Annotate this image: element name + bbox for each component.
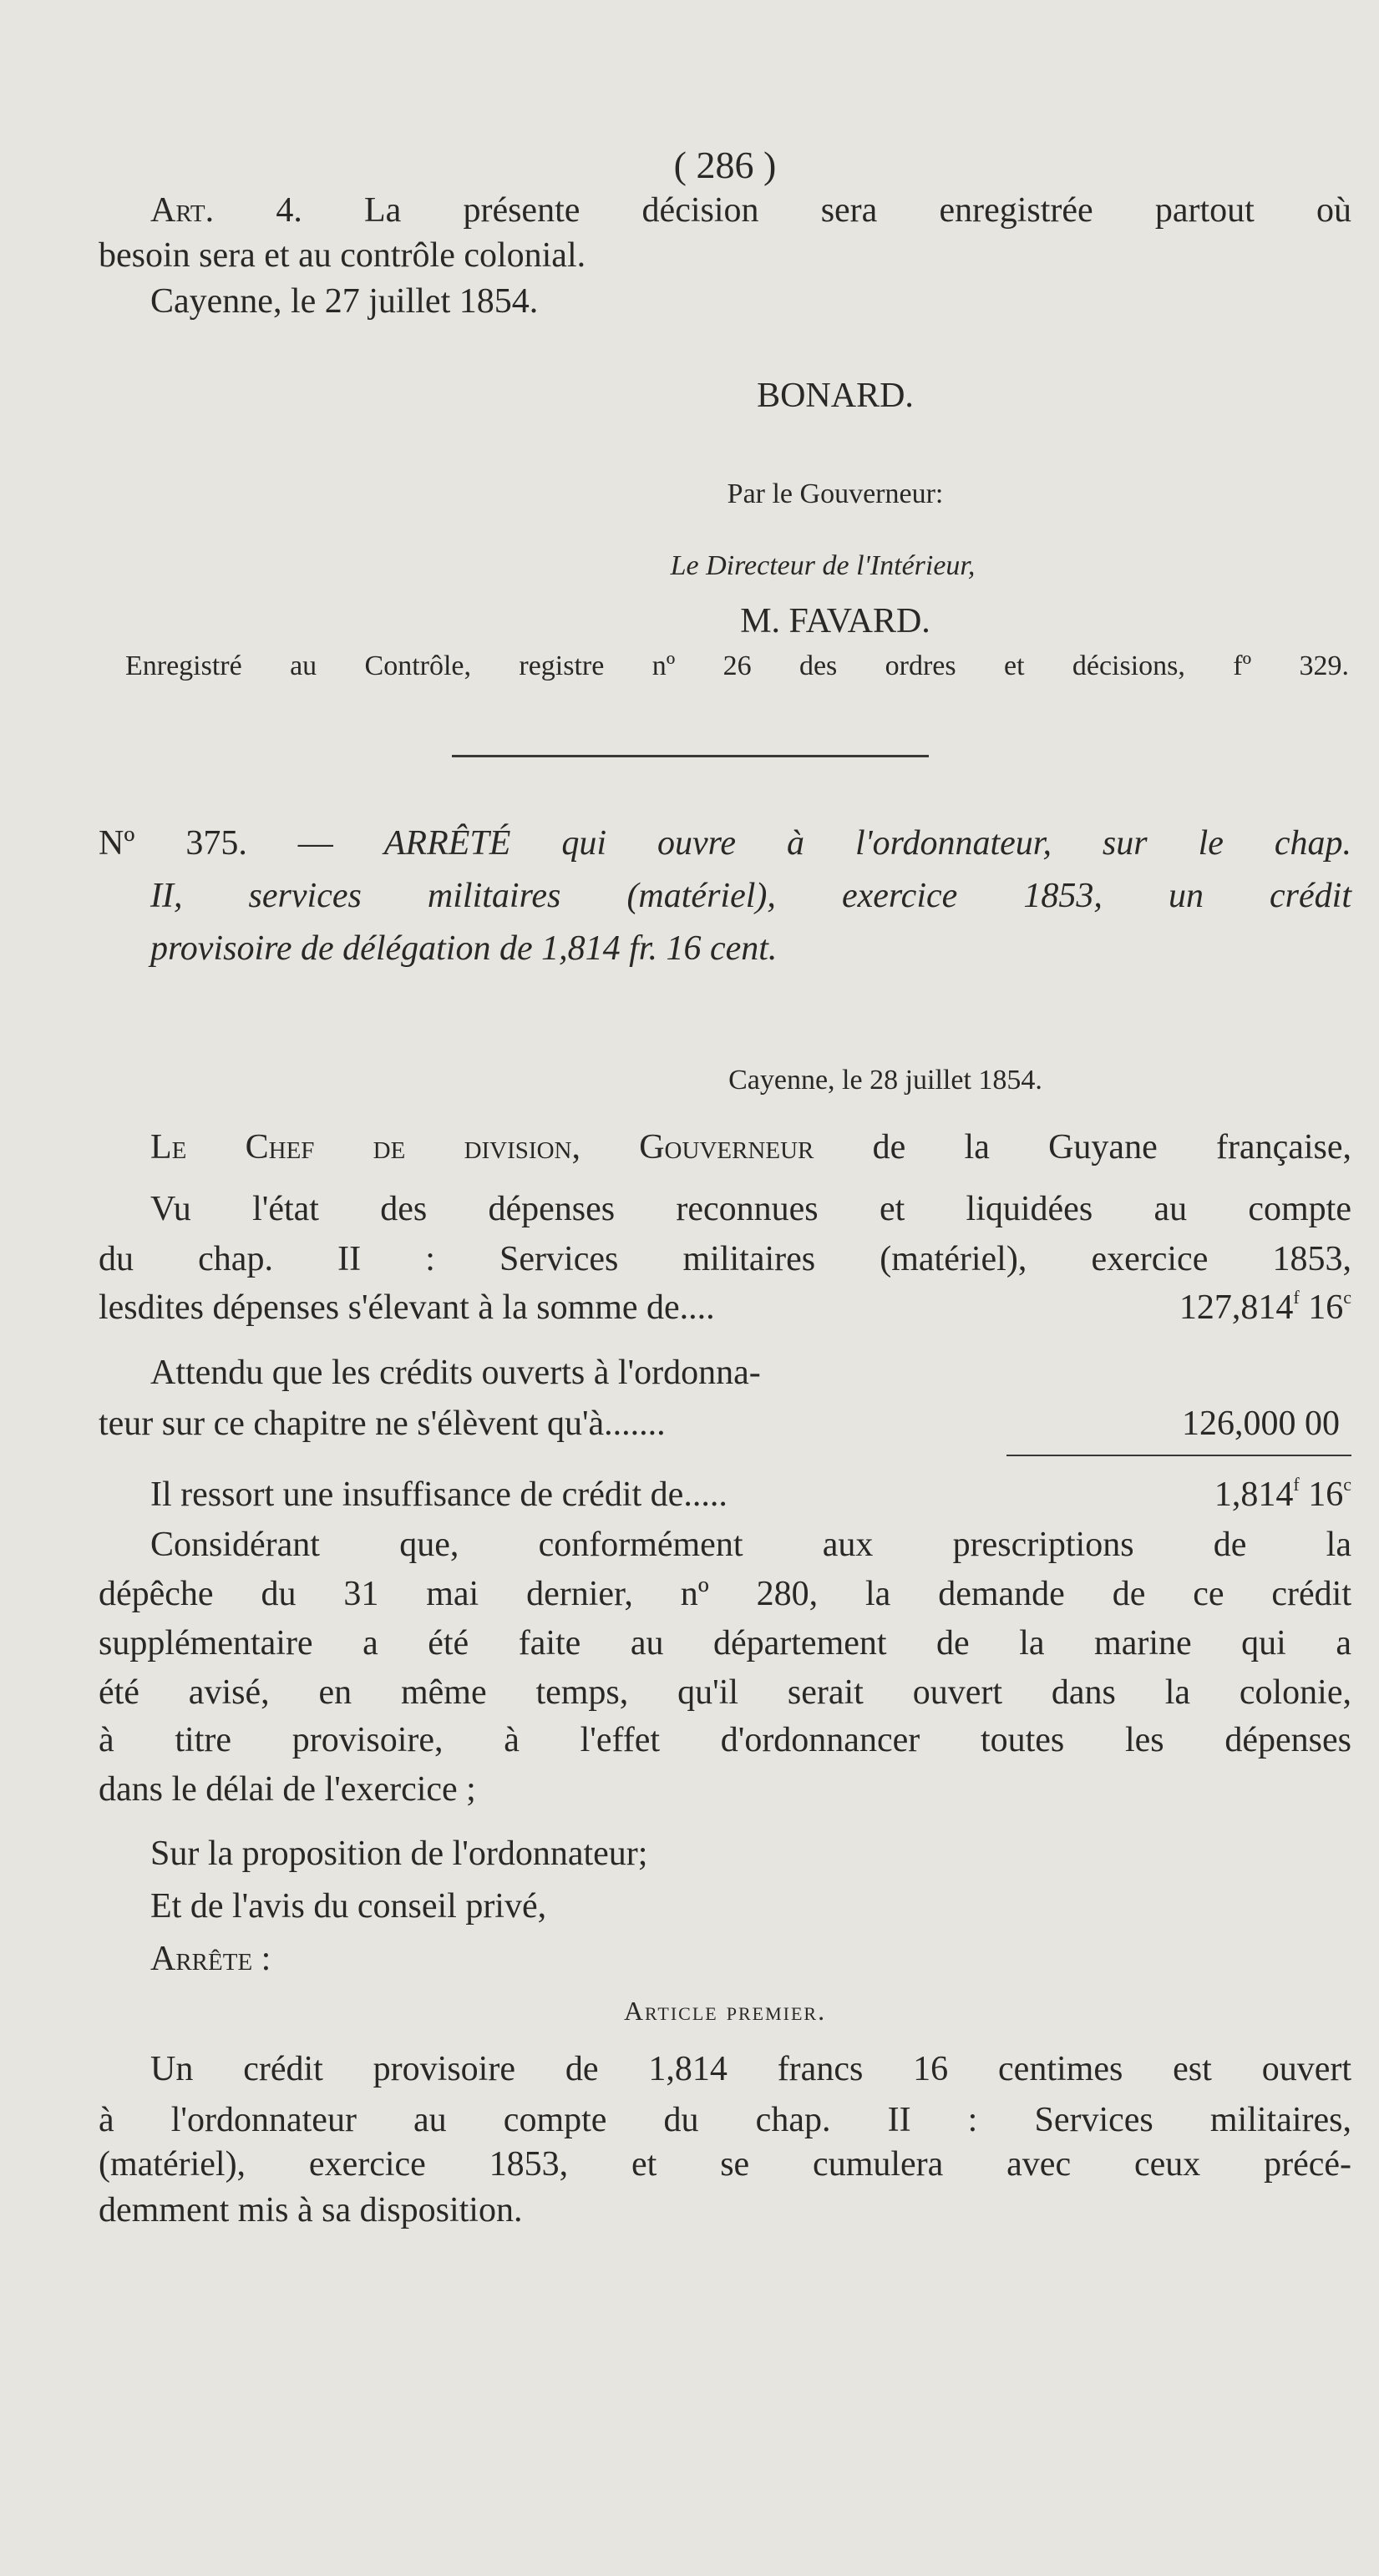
amount-cents: 16 [1308,1475,1344,1514]
vu-line-2: du chap. II : Services militaires (matériel), exercice 1853, [99,1240,1351,1278]
insufficiency-text: Il ressort une insuffisance de crédit de..... [150,1475,728,1514]
vu-line-3-text: lesdites dépenses s'élevant à la somme de.... [99,1288,715,1327]
proposition-line: Sur la proposition de l'ordonnateur; [150,1835,648,1873]
by-governor: Par le Gouverneur: [727,478,944,509]
attendu-line-2-text: teur sur ce chapitre ne s'élèvent qu'à....... [99,1404,666,1443]
article-text-line: Un crédit provisoire de 1,814 francs 16 centimes est ouvert [150,2050,1351,2088]
cent-mark: c [1343,1287,1351,1308]
arrete-label: Arrête : [150,1940,271,1978]
article-text-line: à l'ordonnateur au compte du chap. II : Services militaires, [99,2101,1351,2139]
preamble-title: Le Chef de division, Gouverneur [150,1128,814,1167]
considerant-line: dépêche du 31 mai dernier, nº 280, la demande de ce crédit [99,1575,1351,1613]
arrete-heading-line-2: II, services militaires (matériel), exercice 1853, un crédit [150,877,1351,915]
insufficiency-line [99,1473,1351,1516]
amount-francs: 127,814 [1179,1288,1294,1327]
arrete-number: Nº 375. — [99,824,333,863]
decision-date: Cayenne, le 27 juillet 1854. [150,282,539,321]
amount-credits: 126,000 00 [1182,1404,1340,1443]
art-label: Art. [150,191,215,230]
cent-mark: c [1343,1474,1351,1495]
considerant-line: dans le délai de l'exercice ; [99,1770,476,1809]
director-title: Le Directeur de l'Intérieur, [670,550,976,581]
sum-rule [1006,1455,1351,1456]
considerant-line: à titre provisoire, à l'effet d'ordonnancer toutes les dépenses [99,1721,1351,1759]
signature-bonard: BONARD. [757,377,914,415]
attendu-line-1: Attendu que les crédits ouverts à l'ordonna- [150,1354,761,1392]
page-number: ( 286 ) [673,144,777,186]
franc-mark: f [1293,1474,1300,1495]
director-name: M. FAVARD. [740,602,930,640]
section-divider [452,755,929,757]
registration-note: Enregistré au Contrôle, registre nº 26 des ordres et décisions, fº 329. [125,650,1349,681]
article-heading: Article premier. [623,1996,827,2026]
article-text-line: demment mis à sa disposition. [99,2191,523,2229]
franc-mark: f [1293,1287,1300,1308]
amount-francs: 1,814 [1214,1475,1294,1514]
article-4-continuation: besoin sera et au contrôle colonial. [99,236,586,275]
considerant-line: supplémentaire a été faite au département de la marine qui a [99,1624,1351,1663]
preamble-rest: de la Guyane française, [872,1128,1352,1167]
art-4-text: 4. La présente décision sera enregistrée partout où [276,191,1351,230]
attendu-line-2 [99,1402,1351,1445]
preamble [99,1126,1351,1169]
arrete-title: ARRÊTÉ qui ouvre à l'ordonnateur, sur le chap. [383,824,1351,863]
arrete-heading-line-1 [99,822,1351,865]
considerant-line: Considérant que, conformément aux prescriptions de la [150,1526,1351,1564]
amount-insufficiency [1214,1473,1351,1516]
amount-expenses [1179,1286,1351,1329]
article-text-line: (matériel), exercice 1853, et se cumulera avec ceux précé- [99,2145,1351,2184]
article-4-line [99,189,1351,232]
avis-line: Et de l'avis du conseil privé, [150,1887,547,1926]
vu-line-1: Vu l'état des dépenses reconnues et liquidées au compte [150,1190,1351,1228]
arrete-heading-line-3: provisoire de délégation de 1,814 fr. 16 cent. [150,929,778,968]
vu-line-3 [99,1286,1351,1329]
considerant-line: été avisé, en même temps, qu'il serait ouvert dans la colonie, [99,1673,1351,1712]
amount-cents: 16 [1308,1288,1344,1327]
arrete-date: Cayenne, le 28 juillet 1854. [728,1065,1042,1096]
